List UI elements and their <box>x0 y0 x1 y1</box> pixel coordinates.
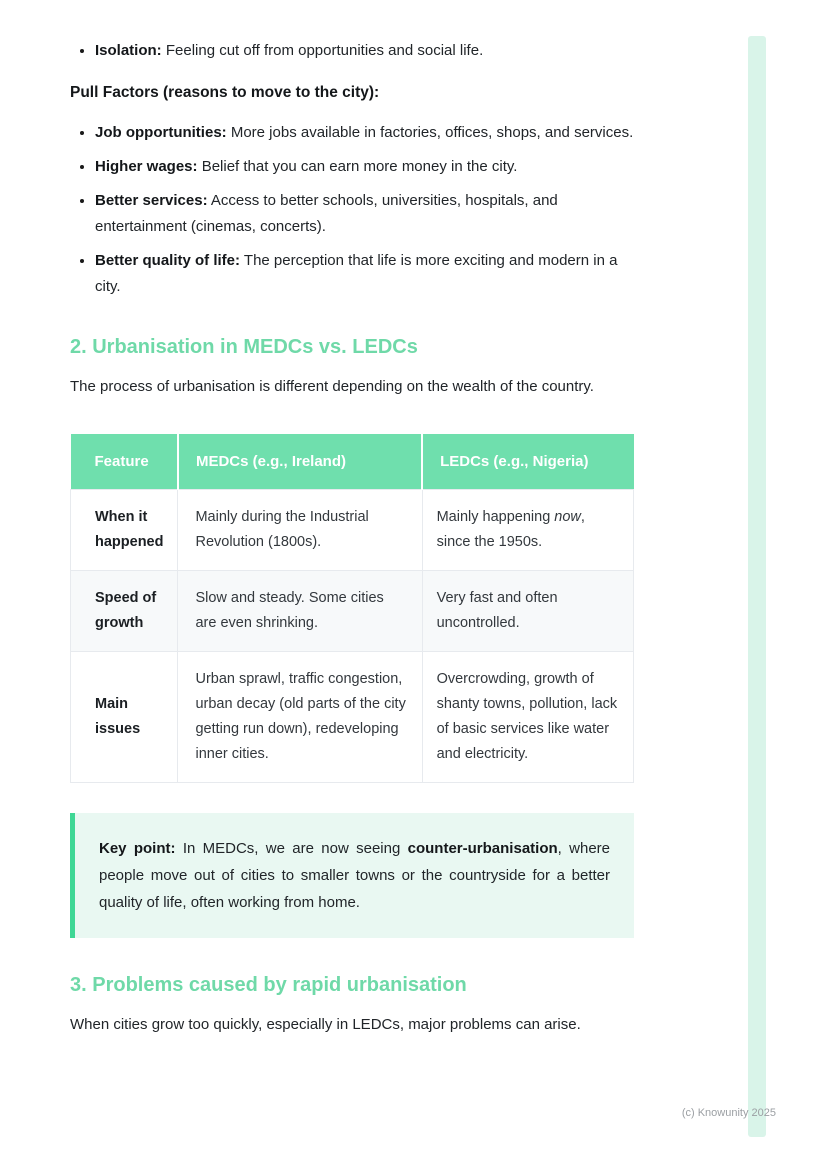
decorative-side-stripe <box>748 36 766 1137</box>
list-item-better-quality-of-life <box>95 248 634 300</box>
bullet-text: Access to better schools, universities, hospitals, and entertainment (cinemas, concerts). <box>95 192 558 235</box>
cell-text-italic: now <box>554 509 581 525</box>
list-item-isolation <box>95 38 634 64</box>
bullet-label: Job opportunities: <box>95 124 227 141</box>
bullet-text: Belief that you can earn more money in the city. <box>201 158 518 175</box>
key-point-bold-term: counter-urbanisation <box>407 840 558 857</box>
table-row-when-it-happened <box>71 490 634 571</box>
table-header-ledcs: LEDCs (e.g., Nigeria) <box>422 434 633 490</box>
table-cell-ledc <box>422 490 633 571</box>
section-2-intro: The process of urbanisation is different depending on the wealth of the country. <box>70 378 594 395</box>
list-item-higher-wages <box>95 154 634 180</box>
pull-factors-list <box>70 120 634 300</box>
bullet-label: Better services: <box>95 192 208 209</box>
copyright-footer: (c) Knowunity 2025 <box>681 1107 776 1119</box>
bullet-label: Isolation: <box>95 42 162 59</box>
cell-text: Mainly happening <box>436 509 551 525</box>
document-page <box>70 38 634 1038</box>
comparison-table <box>70 434 634 783</box>
table-cell-medc: Slow and steady. Some cities are even shrinking. <box>178 571 422 652</box>
bullet-text: The perception that life is more exciting and modern in a city. <box>95 252 618 295</box>
key-point-callout <box>70 813 634 938</box>
table-cell-medc: Mainly during the Industrial Revolution (1800s). <box>178 490 422 571</box>
table-header-medcs: MEDCs (e.g., Ireland) <box>178 434 422 490</box>
section-2-heading: 2. Urbanisation in MEDCs vs. LEDCs <box>70 336 418 358</box>
bullet-text: Feeling cut off from opportunities and social life. <box>165 42 484 59</box>
bullet-label: Higher wages: <box>95 158 198 175</box>
table-cell-medc: Urban sprawl, traffic congestion, urban decay (old parts of the city getting run down), redeveloping inner cities. <box>178 652 422 783</box>
table-cell-feature: When it happened <box>71 490 178 571</box>
list-item-job-opportunities <box>95 120 634 146</box>
table-cell-ledc: Overcrowding, growth of shanty towns, pollution, lack of basic services like water and electricity. <box>422 652 633 783</box>
section-3-heading: 3. Problems caused by rapid urbanisation <box>70 974 467 996</box>
cell-text: , since the 1950s. <box>436 509 585 550</box>
table-cell-ledc: Very fast and often uncontrolled. <box>422 571 633 652</box>
table-header-feature: Feature <box>71 434 178 490</box>
pull-factors-heading: Pull Factors (reasons to move to the city): <box>70 84 380 101</box>
table-row-main-issues <box>71 652 634 783</box>
key-point-label: Key point: <box>99 840 176 857</box>
bullet-label: Better quality of life: <box>95 252 241 269</box>
table-cell-feature: Speed of growth <box>71 571 178 652</box>
isolation-list <box>70 38 634 64</box>
key-point-text: In MEDCs, we are now seeing <box>182 840 401 857</box>
table-cell-feature: Main issues <box>71 652 178 783</box>
list-item-better-services <box>95 188 634 240</box>
key-point-text: , where people move out of cities to smaller towns or the countryside for a better quality of life, often working from home. <box>99 840 610 911</box>
section-3-intro: When cities grow too quickly, especially in LEDCs, major problems can arise. <box>70 1016 581 1033</box>
bullet-text: More jobs available in factories, offices, shops, and services. <box>230 124 634 141</box>
table-header-row <box>71 434 634 490</box>
table-row-speed-of-growth <box>71 571 634 652</box>
